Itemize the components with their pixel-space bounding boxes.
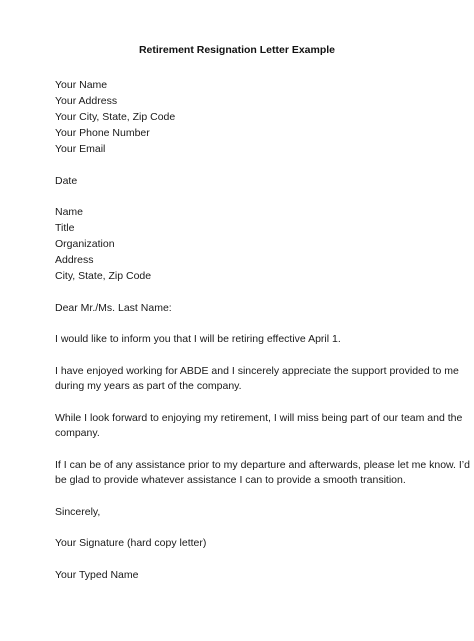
sender-phone: Your Phone Number: [55, 127, 150, 139]
recipient-title: Title: [55, 222, 75, 234]
sender-email: Your Email: [55, 143, 106, 155]
paragraph-3-line-2: company.: [55, 427, 100, 439]
document-title: Retirement Resignation Letter Example: [138, 44, 336, 56]
salutation: Dear Mr./Ms. Last Name:: [55, 302, 172, 314]
signature-line: Your Signature (hard copy letter): [55, 537, 207, 549]
typed-name: Your Typed Name: [55, 569, 139, 581]
closing: Sincerely,: [55, 506, 101, 518]
paragraph-4-line-1: If I can be of any assistance prior to my departure and afterwards, please let me know. I’d: [55, 459, 470, 471]
paragraph-2-line-1: I have enjoyed working for ABDE and I sincerely appreciate the support provided to me: [55, 365, 459, 377]
sender-name: Your Name: [55, 79, 108, 91]
sender-city-state-zip: Your City, State, Zip Code: [55, 111, 176, 123]
recipient-name: Name: [55, 206, 84, 218]
letter-date: Date: [55, 175, 78, 187]
paragraph-1: I would like to inform you that I will be retiring effective April 1.: [55, 333, 341, 345]
sender-address: Your Address: [55, 95, 118, 107]
paragraph-2-line-2: during my years as part of the company.: [55, 380, 242, 392]
paragraph-3-line-1: While I look forward to enjoying my retirement, I will miss being part of our team and the: [55, 412, 463, 424]
recipient-address: Address: [55, 254, 94, 266]
recipient-organization: Organization: [55, 238, 115, 250]
paragraph-4-line-2: be glad to provide whatever assistance I can to provide a smooth transition.: [55, 474, 406, 486]
recipient-city-state-zip: City, State, Zip Code: [55, 270, 152, 282]
